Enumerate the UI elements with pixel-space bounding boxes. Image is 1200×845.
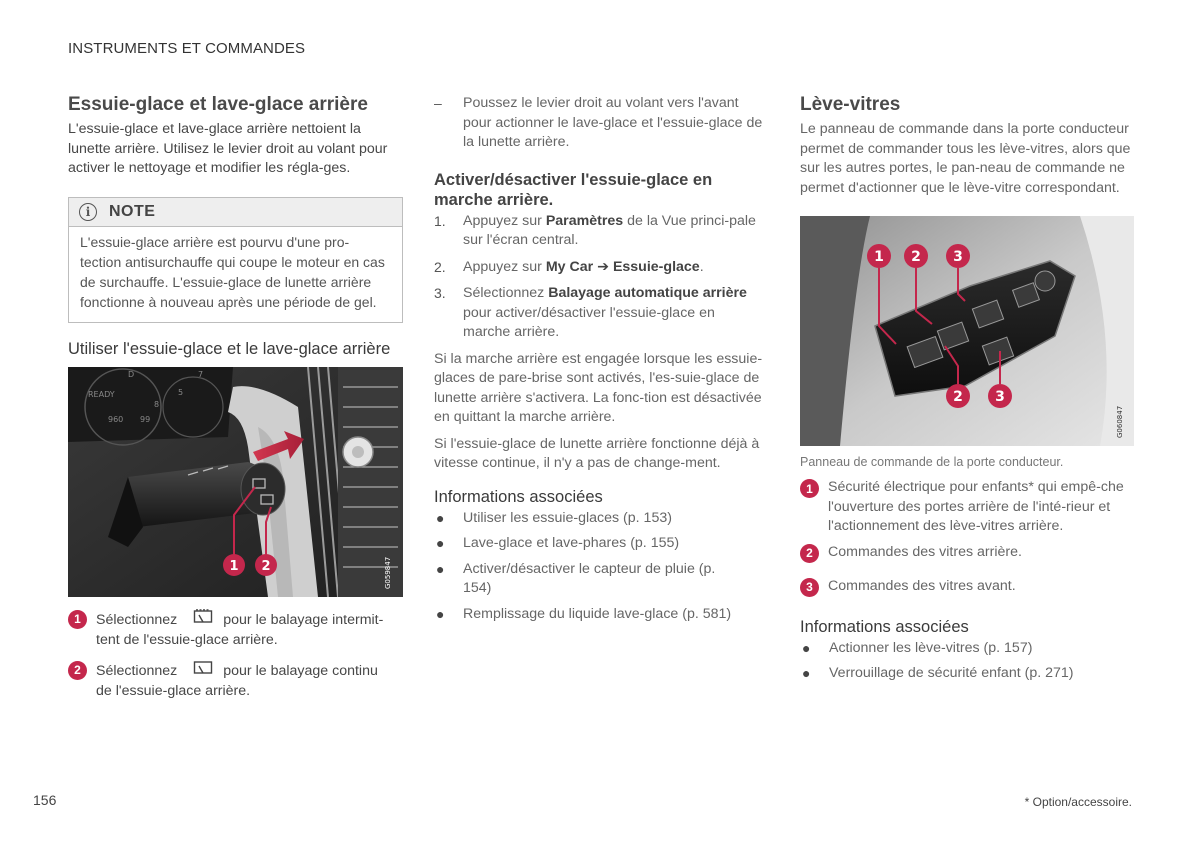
step-3 <box>434 284 764 343</box>
svg-text:7: 7 <box>198 369 204 379</box>
column-middle <box>434 94 764 630</box>
footnote: * Option/accessoire. <box>1024 795 1132 809</box>
heading-reverse-wiper: Activer/désactiver l'essuie-glace en marche arrière. <box>434 170 713 209</box>
related-heading-right: Informations associées <box>800 617 969 636</box>
note-text: L'essuie-glace arrière est pourvu d'une pro-tection antisurchauffe qui coupe le moteur en cas de surchauffe. L'essuie-glace de lunette arrière fonctionne à nouveau après une période de gel. <box>80 233 385 310</box>
callout-1-text: Sécurité électrique pour enfants* qui empê-che l'ouverture des portes arrière de l'inté-rieur et l'actionnement des lève-vitres arrière. <box>828 479 1124 534</box>
step-2-bold2: Essuie-glace <box>612 258 700 275</box>
callout-badge-2: 2 <box>68 661 87 680</box>
push-lever-instruction <box>434 94 764 153</box>
figure-label-3-bottom: 3 <box>995 389 1005 405</box>
running-header: INSTRUMENTS ET COMMANDES <box>68 40 306 57</box>
callout-1 <box>68 609 403 651</box>
steps-list <box>434 212 764 343</box>
reverse-paragraph-1: Si la marche arrière est engagée lorsque les essuie-glaces de pare-brise sont activés, l'es-suie-glace de lunette arrière s'activera. La fonc-tion est désactivée en quittant la marche arrière. <box>434 350 763 425</box>
wiper-stalk-illustration <box>68 367 403 597</box>
step-2-post: . <box>699 258 704 275</box>
callout-2-pre: Sélectionnez <box>96 662 178 679</box>
figure-wiper-stalk <box>68 367 403 597</box>
related-item[interactable]: ● Utiliser les essuie-glaces (p. 153) <box>436 509 672 526</box>
related-item[interactable]: ● Lave-glace et lave-phares (p. 155) <box>436 535 680 551</box>
related-list-right <box>800 639 1134 684</box>
svg-text:READY: READY <box>88 389 115 399</box>
reverse-paragraph-2: Si l'essuie-glace de lunette arrière fonctionne déjà à vitesse continue, il n'y a pas de change-ment. <box>434 435 760 471</box>
step-3-bold: Balayage automatique arrière <box>548 285 747 301</box>
subheading-use-rear-wiper: Utiliser l'essuie-glace et le lave-glace arrière <box>68 339 391 358</box>
callout-1-pre: Sélectionnez <box>96 611 178 628</box>
callout-2 <box>68 660 403 702</box>
step-1-pre: Appuyez sur <box>463 212 542 229</box>
note-box <box>68 197 403 323</box>
step-2-bold: My Car <box>545 258 594 275</box>
windows-intro: Le panneau de commande dans la porte conducteur permet de commander tous les lève-vitres, alors que sur les autres portes, le pan-neau de commande ne permet d'actionner que le lève-vitre correspondant. <box>800 121 1131 196</box>
svg-text:960: 960 <box>108 414 124 424</box>
note-title: NOTE <box>109 202 156 220</box>
step-2 <box>434 258 764 278</box>
window-panel-illustration <box>800 216 1134 446</box>
step-3-pre: Sélectionnez <box>463 285 545 301</box>
figure-label-1: 1 <box>229 558 239 574</box>
push-lever-text: Poussez le levier droit au volant vers l'avant pour actionner le lave-glace et l'essuie-glace de la lunette arrière. <box>463 95 763 150</box>
figure-label-1: 1 <box>874 249 884 265</box>
callout-1-post: pour le balayage intermit- <box>223 611 384 628</box>
step-number: 1. <box>434 212 446 229</box>
related-heading-middle: Informations associées <box>434 487 603 506</box>
step-2-pre: Appuyez sur <box>463 258 542 275</box>
note-header <box>69 198 402 227</box>
svg-text:99: 99 <box>140 414 151 424</box>
svg-text:5: 5 <box>178 387 184 397</box>
callout-2-cont: de l'essuie-glace arrière. <box>96 683 251 699</box>
dash-mark: – <box>434 95 442 111</box>
column-left <box>68 94 403 702</box>
figure-label-3: 3 <box>953 249 963 265</box>
step-1-bold: Paramètres <box>545 212 624 229</box>
continuous-wiper-icon <box>193 660 213 683</box>
figure-label-2: 2 <box>911 249 921 265</box>
rear-wiper-intro: L'essuie-glace et lave-glace arrière nettoient la lunette arrière. Utilisez le levier droit au volant pour activer le nettoyage et modifier les régla-ges. <box>68 121 388 176</box>
step-3-post: pour activer/désactiver l'essuie-glace en marche arrière. <box>463 304 715 340</box>
related-item[interactable]: ● Actionner les lève-vitres (p. 157) <box>802 639 1033 656</box>
callout-badge-2: 2 <box>800 544 819 563</box>
callout-2-post: pour le balayage continu <box>223 662 378 679</box>
step-number: 3. <box>434 285 446 301</box>
callout-badge-1: 1 <box>800 479 819 498</box>
svg-text:D: D <box>128 369 135 379</box>
section-title-windows: Lève-vitres <box>800 94 901 115</box>
svg-text:8: 8 <box>154 399 160 409</box>
step-number: 2. <box>434 258 446 275</box>
intermittent-wiper-icon <box>193 609 213 632</box>
callout-badge-3: 3 <box>800 578 819 597</box>
figure-label-2-bottom: 2 <box>953 389 963 405</box>
info-icon: i <box>79 203 97 221</box>
figure-caption: Panneau de commande de la porte conducteur. <box>800 455 1064 469</box>
page-number: 156 <box>33 792 57 808</box>
note-body <box>69 227 402 322</box>
figure-code: G059847 <box>384 556 392 589</box>
related-item[interactable]: ● Remplissage du liquide lave-glace (p. 581) <box>436 605 732 622</box>
column-right <box>800 94 1134 690</box>
arrow-right-icon: ➔ <box>597 258 609 275</box>
related-item[interactable]: ● Activer/désactiver le capteur de pluie (p. 154) <box>436 560 716 596</box>
callout-1 <box>800 478 1134 537</box>
callout-badge-1: 1 <box>68 610 87 629</box>
step-1-post: de la Vue princi-pale sur l'écran central. <box>463 212 756 248</box>
figure-code: G060847 <box>1116 405 1124 438</box>
related-list-middle <box>434 509 764 625</box>
figure-label-2: 2 <box>261 558 271 574</box>
related-item[interactable]: ● Verrouillage de sécurité enfant (p. 271) <box>802 665 1074 681</box>
figure-window-panel <box>800 216 1134 446</box>
step-1 <box>434 212 764 251</box>
callout-3 <box>800 577 1134 597</box>
callout-2-text: Commandes des vitres arrière. <box>828 543 1022 560</box>
callout-2 <box>800 543 1134 563</box>
callout-3-text: Commandes des vitres avant. <box>828 577 1016 594</box>
section-title-rear-wiper: Essuie-glace et lave-glace arrière <box>68 94 368 115</box>
callout-1-cont: tent de l'essuie-glace arrière. <box>96 632 278 648</box>
